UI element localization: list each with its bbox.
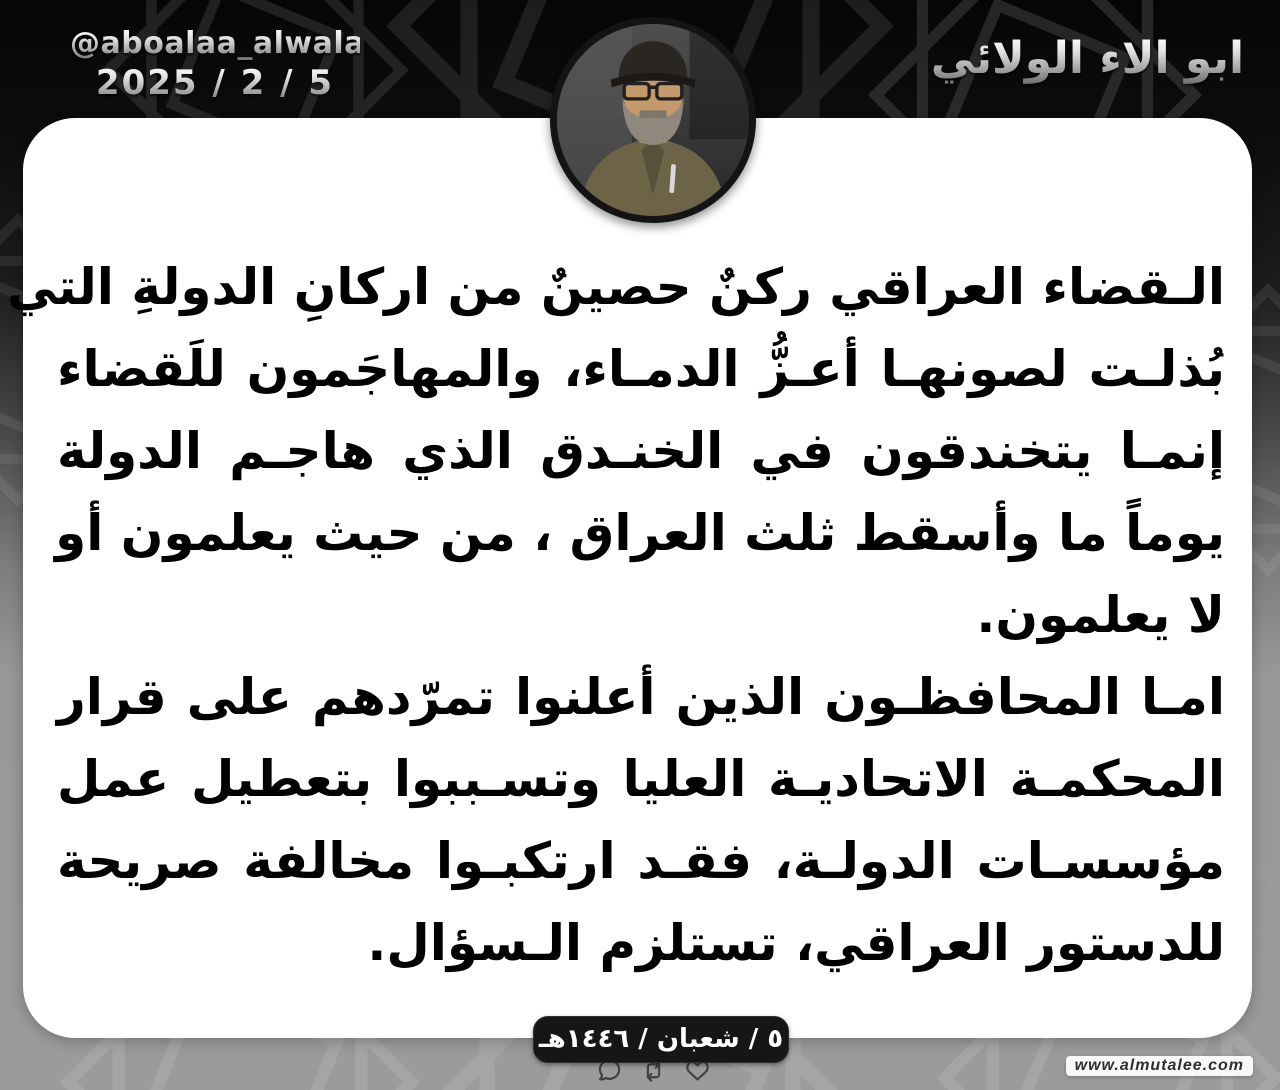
post-text-line: مؤسسـات الدولـة، فقـد ارتكبـوا مخالفة صريحة [57, 832, 1225, 890]
post-text-line: لا يعلمون. [976, 586, 1225, 644]
post-text-line: بُذلـت لصونهـا أعـزُّ الدمـاء، والمهاجَمون للَقضاء [57, 340, 1225, 398]
username-handle: @aboalaa_alwalae [70, 26, 386, 61]
post-text-line: إنمـا يتخندقون في الخنـدق الذي هاجـم الدولة [57, 422, 1225, 480]
post-text-line: المحكمـة الاتحاديـة العليا وتسـببوا بتعطيل عمل [57, 750, 1225, 808]
hijri-date-badge: ٥ / شعبان / ١٤٤٦هـ [533, 1016, 789, 1063]
avatar-illustration [557, 24, 749, 216]
avatar [550, 17, 756, 223]
statement-text [7, 246, 1225, 984]
post-text-line: يوماً ما وأسقط ثلث العراق ، من حيث يعلمون أو [55, 504, 1225, 562]
display-name: ابو الاء الولائي [915, 33, 1260, 84]
post-text-line: امـا المحافظـون الذين أعلنوا تمرّدهم على قرار [57, 668, 1225, 726]
post-text-line: للدستور العراقي، تستلزم الـسؤال. [367, 914, 1225, 972]
gregorian-date: 2025 / 2 / 5 [70, 63, 360, 103]
watermark-url: www.almutalee.com [1066, 1056, 1253, 1076]
post-text-line: الـقضاء العراقي ركنٌ حصينٌ من اركانِ الدولةِ التي [7, 258, 1225, 316]
